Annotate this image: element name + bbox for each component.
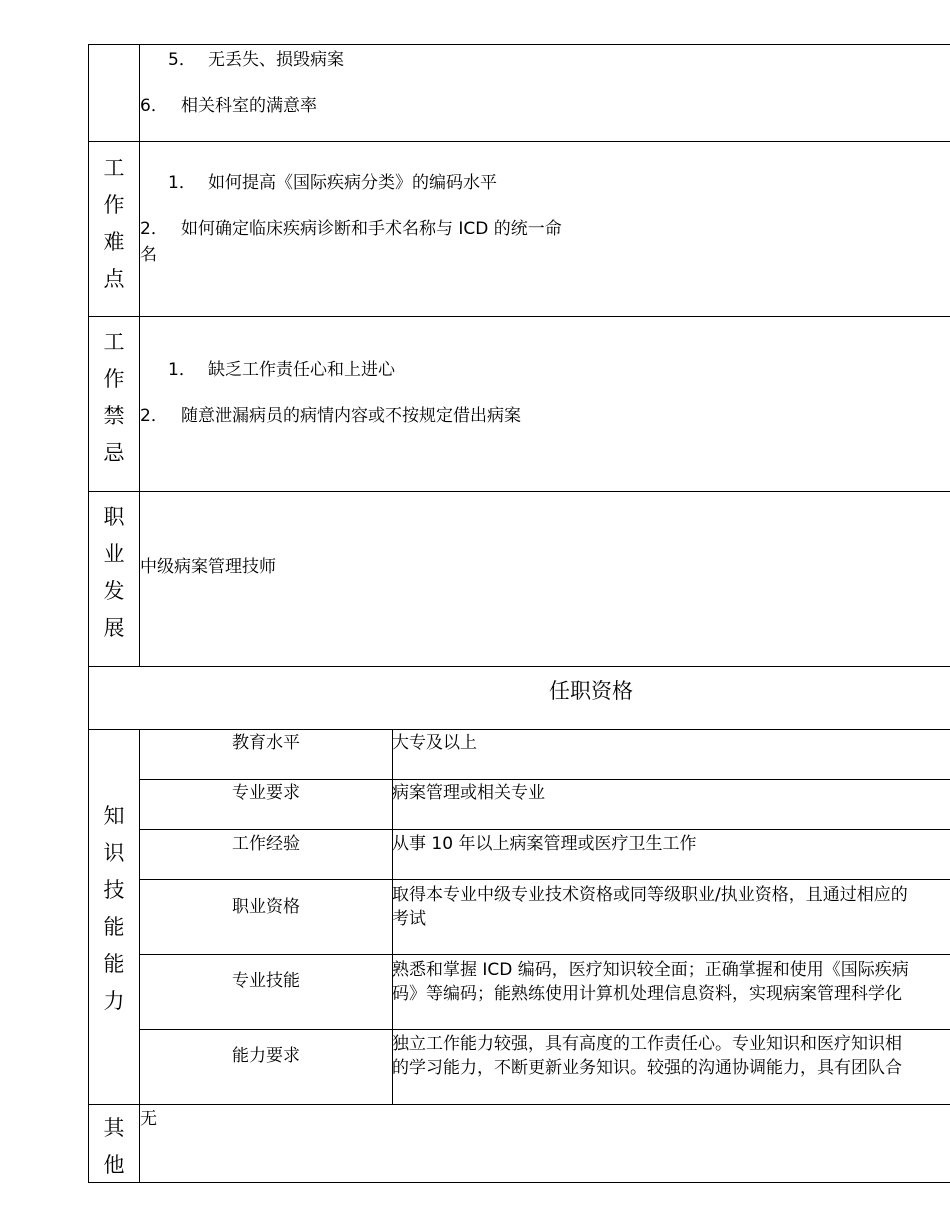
qualification-value-line2: 考试: [392, 909, 426, 929]
taboos-label: 工 作 禁 忌: [103, 330, 125, 465]
education-key: 教育水平: [232, 733, 300, 753]
difficulty-item-2: 2． 如何确定临床疾病诊断和手术名称与 ICD 的统一命: [140, 219, 562, 239]
skills-value-line2: 码》等编码；能熟练使用计算机处理信息资料，实现病案管理科学化: [392, 984, 902, 1004]
perf-item-5: 5． 无丢失、损毁病案: [168, 50, 344, 70]
table-bottom-border: [88, 1182, 950, 1183]
career-label: 职 业 发 展: [103, 505, 125, 640]
row-line: [88, 666, 950, 667]
row-line: [140, 1029, 950, 1030]
difficulty-item-1: 1． 如何提高《国际疾病分类》的编码水平: [168, 173, 497, 193]
row-line: [88, 44, 950, 45]
row-line: [140, 829, 950, 830]
other-text: 无: [140, 1109, 157, 1129]
row-line: [140, 779, 950, 780]
row-line: [88, 491, 950, 492]
row-line: [88, 316, 950, 317]
row-line: [88, 1104, 950, 1105]
skills-value-line1: 熟悉和掌握 ICD 编码，医疗知识较全面；正确掌握和使用《国际疾病: [392, 960, 909, 980]
row-line: [88, 729, 950, 730]
difficulties-label: 工 作 难 点: [103, 156, 125, 291]
taboo-item-1: 1． 缺乏工作责任心和上进心: [168, 360, 395, 380]
experience-key: 工作经验: [232, 834, 300, 854]
knowledge-label: 知 识 技 能 能 力: [103, 804, 125, 1013]
skills-key: 专业技能: [232, 971, 300, 991]
ability-value-line1: 独立工作能力较强，具有高度的工作责任心。专业知识和医疗知识相: [392, 1034, 902, 1054]
taboo-item-2: 2． 随意泄漏病员的病情内容或不按规定借出病案: [140, 406, 521, 426]
row-line: [88, 141, 950, 142]
major-key: 专业要求: [232, 783, 300, 803]
other-label: 其 他: [103, 1116, 125, 1177]
major-value: 病案管理或相关专业: [392, 783, 545, 803]
education-value: 大专及以上: [392, 733, 477, 753]
row-line: [140, 954, 950, 955]
ability-value-line2: 的学习能力，不断更新业务知识。较强的沟通协调能力，具有团队合: [392, 1058, 902, 1078]
qualification-value-line1: 取得本专业中级专业技术资格或同等级职业/执业资格，且通过相应的: [392, 885, 908, 905]
experience-value: 从事 10 年以上病案管理或医疗卫生工作: [392, 834, 697, 854]
career-text: 中级病案管理技师: [140, 557, 276, 577]
difficulty-item-2-wrap: 名: [140, 245, 157, 265]
perf-item-6: 6． 相关科室的满意率: [140, 96, 317, 116]
ability-key: 能力要求: [232, 1046, 300, 1066]
qualification-key: 职业资格: [232, 897, 300, 917]
row-line: [140, 879, 950, 880]
qualification-header: 任职资格: [549, 679, 633, 703]
